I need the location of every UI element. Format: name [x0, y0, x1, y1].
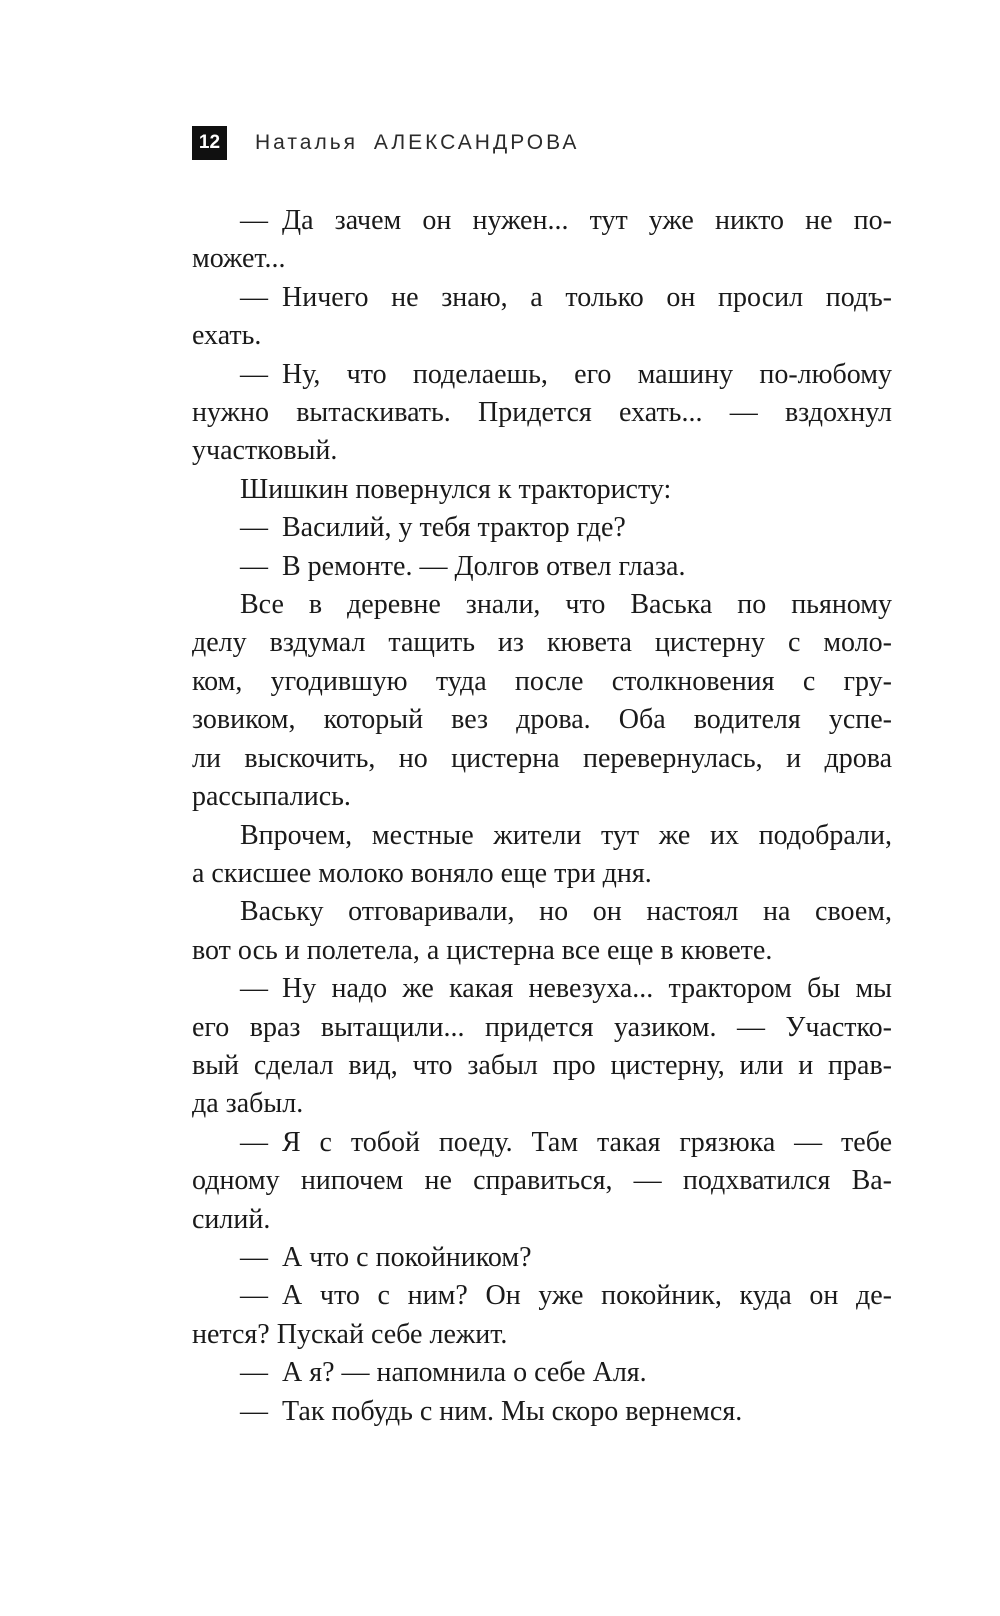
text-line: — Ну надо же какая невезуха... трактором бы мы — [240, 973, 892, 1005]
text-line: делу вздумал тащить из кювета цистерну с моло- — [192, 627, 892, 659]
page-number-badge — [192, 126, 227, 160]
text-line: участковый. — [192, 435, 338, 467]
text-line: Все в деревне знали, что Васька по пьяному — [240, 589, 892, 621]
text-line: — Да зачем он нужен... тут уже никто не по- — [240, 205, 892, 236]
text-line: Впрочем, местные жители тут же их подобрали, — [240, 819, 892, 851]
text-line: да забыл. — [192, 1088, 304, 1120]
text-line: — Ничего не знаю, а только он просил подъ- — [240, 281, 892, 313]
page-header — [192, 126, 579, 160]
text-line: его враз вытащили... придется уазиком. — Участко- — [192, 1011, 892, 1043]
text-line: вый сделал вид, что забыл про цистерну, или и прав- — [192, 1049, 892, 1081]
text-block — [192, 202, 892, 1431]
text-line: — Ну, что поделаешь, его машину по-любому — [240, 358, 892, 390]
text-line: а скисшее молоко воняло еще три дня. — [192, 857, 652, 889]
text-line: Ваську отговаривали, но он настоял на своем, — [240, 896, 892, 928]
text-line: может... — [192, 243, 286, 275]
text-line: — А я? — напомнила о себе Аля. — [240, 1357, 647, 1389]
text-line: — А что с ним? Он уже покойник, куда он де- — [240, 1280, 892, 1312]
text-line: — Василий, у тебя трактор где? — [240, 512, 626, 544]
text-line: вот ось и полетела, а цистерна все еще в кювете. — [192, 934, 773, 966]
text-line: ехать. — [192, 320, 262, 352]
text-line: — В ремонте. — Долгов отвел глаза. — [240, 550, 686, 582]
text-line: — Я с тобой поеду. Там такая грязюка — тебе — [240, 1126, 892, 1158]
text-line: — А что с покойником? — [240, 1241, 532, 1273]
text-line: рассыпались. — [192, 781, 351, 813]
text-line: одному нипочем не справиться, — подхватился Ва- — [192, 1165, 892, 1197]
page-number: 12 — [198, 132, 221, 153]
text-line: ком, угодившую туда после столкновения с гру- — [192, 665, 892, 697]
text-line: нужно вытаскивать. Придется ехать... — вздохнул — [192, 397, 892, 429]
running-head-author: Наталья АЛЕКСАНДРОВА — [255, 131, 580, 154]
text-line: ли выскочить, но цистерна перевернулась, и дрова — [192, 742, 892, 774]
text-line: Шишкин повернулся к трактористу: — [240, 473, 672, 505]
text-line: нется? Пускай себе лежит. — [192, 1318, 508, 1350]
text-line: — Так побудь с ним. Мы скоро вернемся. — [240, 1395, 743, 1427]
text-line: зовиком, который вез дрова. Оба водителя успе- — [192, 704, 892, 736]
text-line: силий. — [192, 1203, 271, 1235]
